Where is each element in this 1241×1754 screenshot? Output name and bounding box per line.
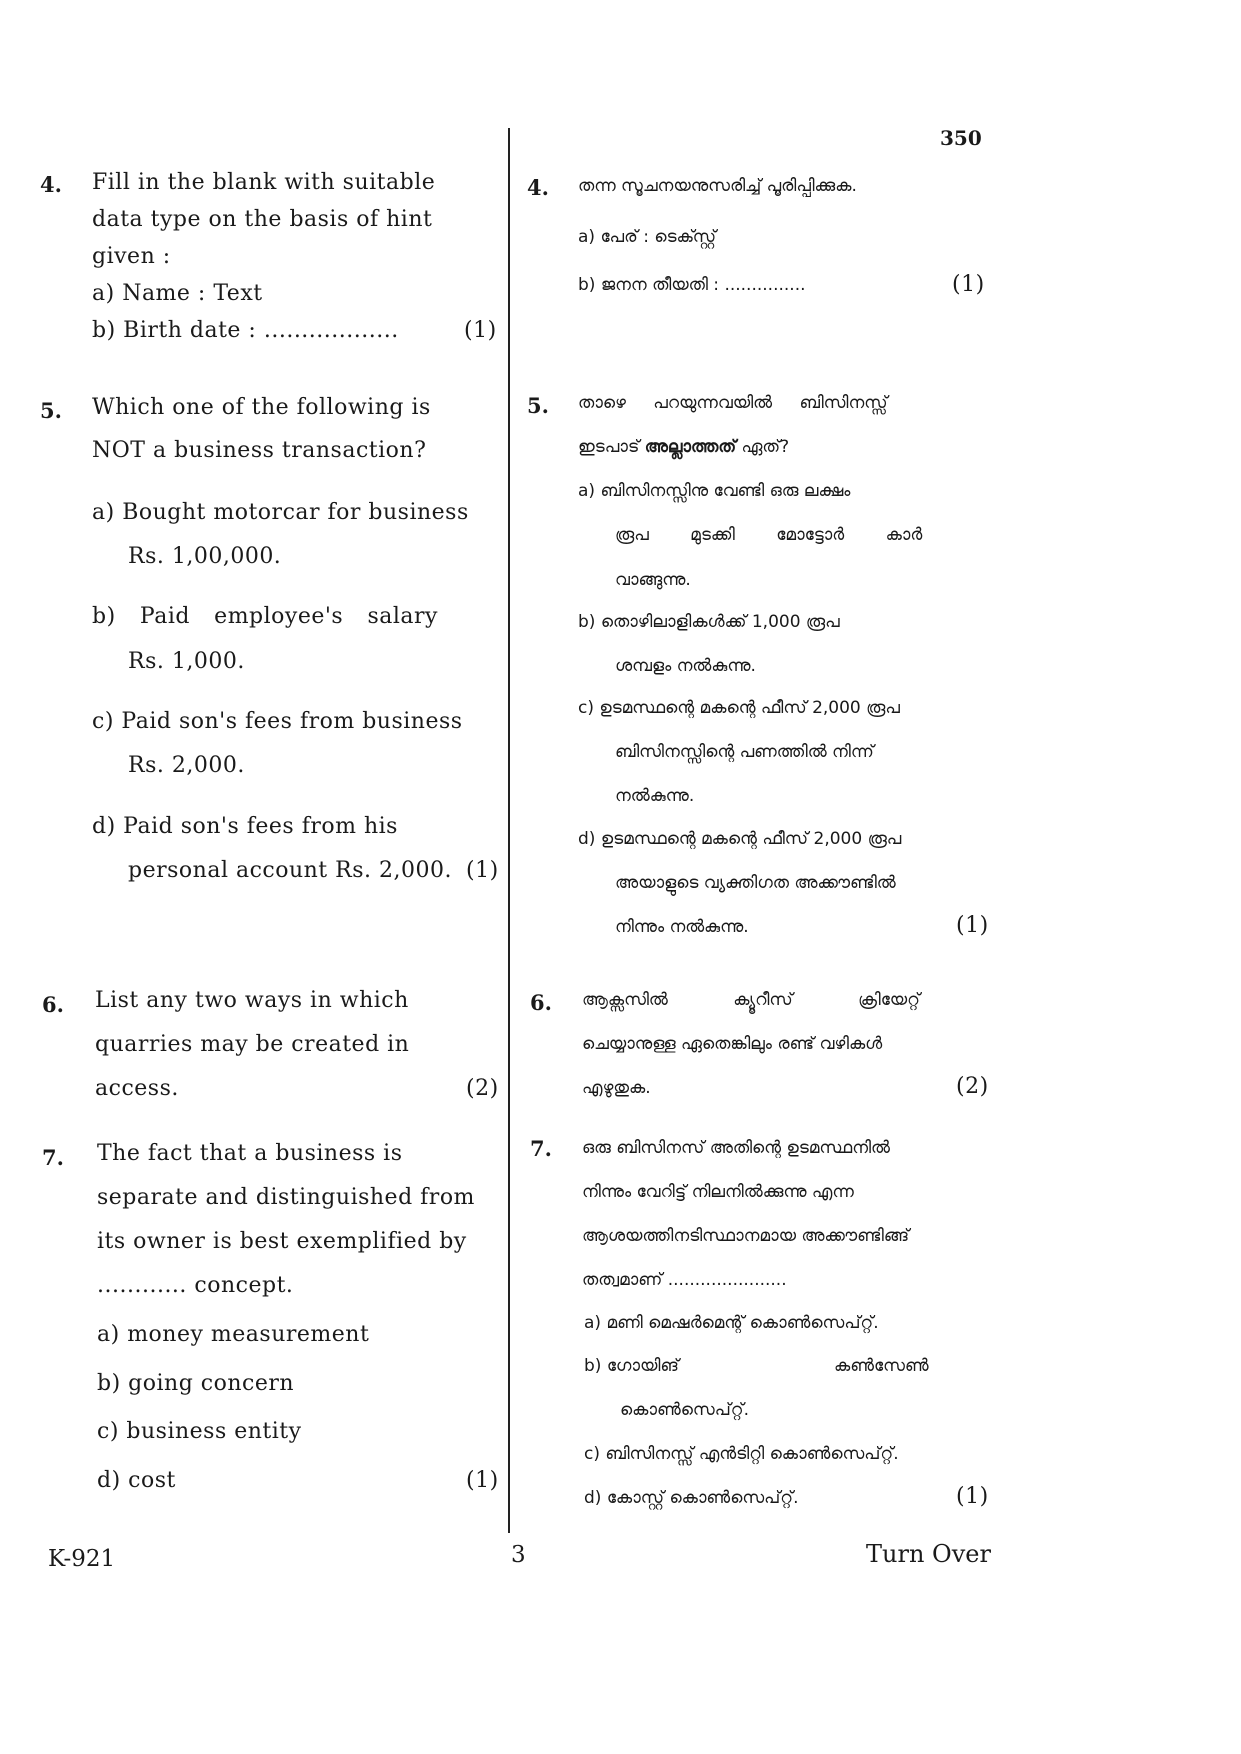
question-number: 5.: [40, 398, 62, 423]
turn-over-label: Turn Over: [866, 1540, 991, 1568]
option-c: c) ഉടമസ്ഥന്റെ മകന്റെ ഫീസ് 2,000 രൂപ: [578, 698, 900, 718]
question-number: 6.: [42, 992, 64, 1017]
question-text: access.: [95, 1076, 179, 1101]
option-d-cont: അയാളുടെ വ്യക്തിഗത അക്കൗണ്ടിൽ: [615, 873, 896, 893]
marks: (1): [464, 318, 497, 343]
option-d-cont: നിന്നും നൽകുന്നു.: [615, 917, 749, 937]
marks: (1): [466, 1468, 499, 1493]
option-d: d) Paid son's fees from his: [92, 814, 398, 839]
option-d: d) cost: [97, 1468, 176, 1493]
option-a: a) Bought motorcar for business: [92, 500, 469, 525]
option-b-cont: കൊൺസെപ്റ്റ്.: [620, 1400, 750, 1420]
option-c-cont: Rs. 2,000.: [128, 753, 245, 778]
question-text: its owner is best exemplified by: [97, 1229, 467, 1254]
question-number: 4.: [527, 175, 549, 200]
option-b: b) തൊഴിലാളികൾക്ക് 1,000 രൂപ: [578, 612, 840, 632]
page-code: 350: [940, 126, 982, 150]
option-a-cont: വാങ്ങുന്നു.: [615, 570, 691, 590]
option-a: a) പേര് : ടെക്സ്റ്റ്: [578, 227, 717, 247]
option-c-cont: നൽകുന്നു.: [615, 786, 695, 806]
option-b: b) Paid employee's salary: [92, 604, 438, 629]
option-d-cont: personal account Rs. 2,000.: [128, 858, 452, 883]
question-text: തന്ന സൂചനയനുസരിച്ച് പൂരിപ്പിക്കുക.: [578, 176, 857, 196]
question-text: താഴെ പറയുന്നവയിൽ ബിസിനസ്സ്: [578, 393, 888, 413]
question-text: The fact that a business is: [97, 1141, 403, 1166]
question-number: 4.: [40, 172, 62, 197]
question-text: എഴുതുക.: [582, 1078, 651, 1098]
question-text: data type on the basis of hint: [92, 207, 433, 232]
question-text: ആശയത്തിനടിസ്ഥാനമായ അക്കൗണ്ടിങ്ങ്: [582, 1226, 910, 1246]
question-text: given :: [92, 244, 171, 269]
question-text: separate and distinguished from: [97, 1185, 475, 1210]
option-b: b) Birth date : ..................: [92, 318, 399, 343]
question-text: NOT a business transaction?: [92, 438, 427, 463]
option-a: a) ബിസിനസ്സിനു വേണ്ടി ഒരു ലക്ഷം: [578, 481, 851, 501]
question-text: ഇടപാട് അല്ലാത്തത് ഏത്?: [578, 437, 790, 457]
option-b-cont: Rs. 1,000.: [128, 649, 245, 674]
option-a: a) Name : Text: [92, 281, 263, 306]
option-b: b) going concern: [97, 1371, 295, 1396]
question-text: Fill in the blank with suitable: [92, 170, 436, 195]
option-b: കൺസേൺ: [834, 1356, 929, 1376]
question-text: ചെയ്യാനുള്ള ഏതെങ്കിലും രണ്ട് വഴികൾ: [582, 1034, 883, 1054]
question-text: List any two ways in which: [95, 988, 409, 1013]
question-number: 6.: [530, 990, 552, 1015]
option-c: c) Paid son's fees from business: [92, 709, 463, 734]
question-text: നിന്നും വേറിട്ട് നിലനിൽക്കുന്നു എന്ന: [582, 1182, 854, 1202]
option-c-cont: ബിസിനസ്സിന്റെ പണത്തിൽ നിന്ന്: [615, 742, 874, 762]
question-text: ആക്സസിൽ ക്യൂറീസ് ക്രിയേറ്റ്: [582, 990, 921, 1010]
option-c: c) business entity: [97, 1419, 302, 1444]
option-c: c) ബിസിനസ്സ് എൻടിറ്റി കൊൺസെപ്റ്റ്.: [584, 1444, 899, 1464]
page-number: 3: [511, 1542, 526, 1568]
question-text: ............ concept.: [97, 1273, 294, 1298]
marks: (1): [952, 272, 985, 297]
question-number: 7.: [530, 1136, 552, 1161]
column-divider: [508, 128, 510, 1533]
option-b: b) ഗോയിങ്: [584, 1356, 679, 1376]
option-a: a) money measurement: [97, 1322, 370, 1347]
marks: (2): [956, 1074, 989, 1099]
marks: (1): [956, 913, 989, 938]
question-number: 7.: [42, 1145, 64, 1170]
question-text: quarries may be created in: [95, 1032, 410, 1057]
option-b-cont: ശമ്പളം നൽകുന്നു.: [615, 656, 756, 676]
question-number: 5.: [527, 393, 549, 418]
option-b: b) ജനന തീയതി : ...............: [578, 275, 806, 295]
marks: (1): [956, 1484, 989, 1509]
option-a-cont: Rs. 1,00,000.: [128, 544, 282, 569]
question-text: ഒരു ബിസിനസ് അതിന്റെ ഉടമസ്ഥനിൽ: [582, 1138, 890, 1158]
option-d: d) കോസ്റ്റ് കൊൺസെപ്റ്റ്.: [584, 1488, 799, 1508]
option-a: a) മണി മെഷർമെന്റ് കൊൺസെപ്റ്റ്.: [584, 1313, 879, 1333]
question-text: Which one of the following is: [92, 395, 431, 420]
question-text: തത്വമാണ് ......................: [582, 1270, 787, 1290]
marks: (2): [466, 1076, 499, 1101]
marks: (1): [466, 858, 499, 883]
footer-code: K-921: [48, 1546, 116, 1572]
option-d: d) ഉടമസ്ഥന്റെ മകന്റെ ഫീസ് 2,000 രൂപ: [578, 829, 902, 849]
option-a-cont: രൂപ മുടക്കി മോട്ടോർ കാർ: [615, 525, 923, 545]
